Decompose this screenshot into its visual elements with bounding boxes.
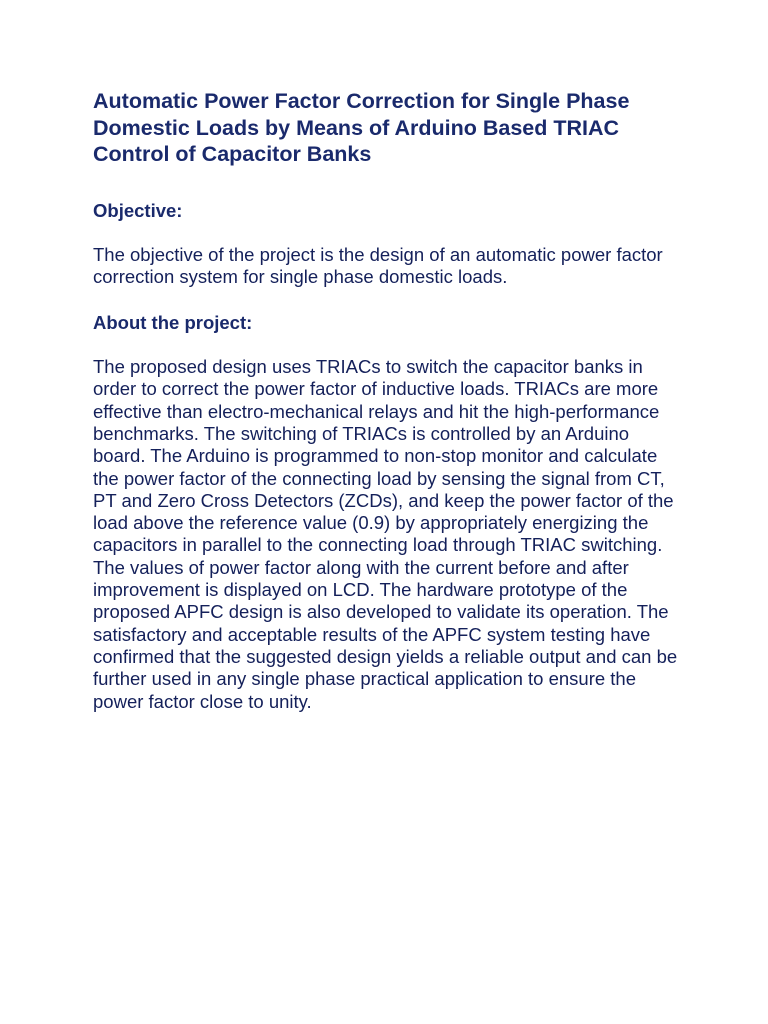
section-heading-about: About the project: bbox=[93, 312, 253, 334]
document-title: Automatic Power Factor Correction for Single Phase Domestic Loads by Means of Arduino Based TRIAC Control of Capacitor Banks bbox=[93, 89, 630, 166]
section-body-about: The proposed design uses TRIACs to switch the capacitor banks in order to correct the power factor of inductive loads. TRIACs are more effective than electro-mechanical relays and hit the high-performance benchmarks. The switching of TRIACs is controlled by an Arduino board. The Arduino is programmed to non-stop monitor and calculate the power factor of the connecting load by sensing the signal from CT, PT and Zero Cross Detectors (ZCDs), and keep the power factor of the load above the reference value (0.9) by appropriately energizing the capacitors in parallel to the connecting load through TRIAC switching. The values of power factor along with the current before and after improvement is displayed on LCD. The hardware prototype of the proposed APFC design is also developed to validate its operation. The satisfactory and acceptable results of the APFC system testing have confirmed that the suggested design yields a reliable output and can be further used in any single phase practical application to ensure the power factor close to unity. bbox=[93, 356, 678, 712]
section-body-objective: The objective of the project is the design of an automatic power factor correction system for single phase domestic loads. bbox=[93, 243, 663, 287]
section-heading-objective: Objective: bbox=[93, 199, 183, 221]
document-page bbox=[93, 88, 683, 713]
